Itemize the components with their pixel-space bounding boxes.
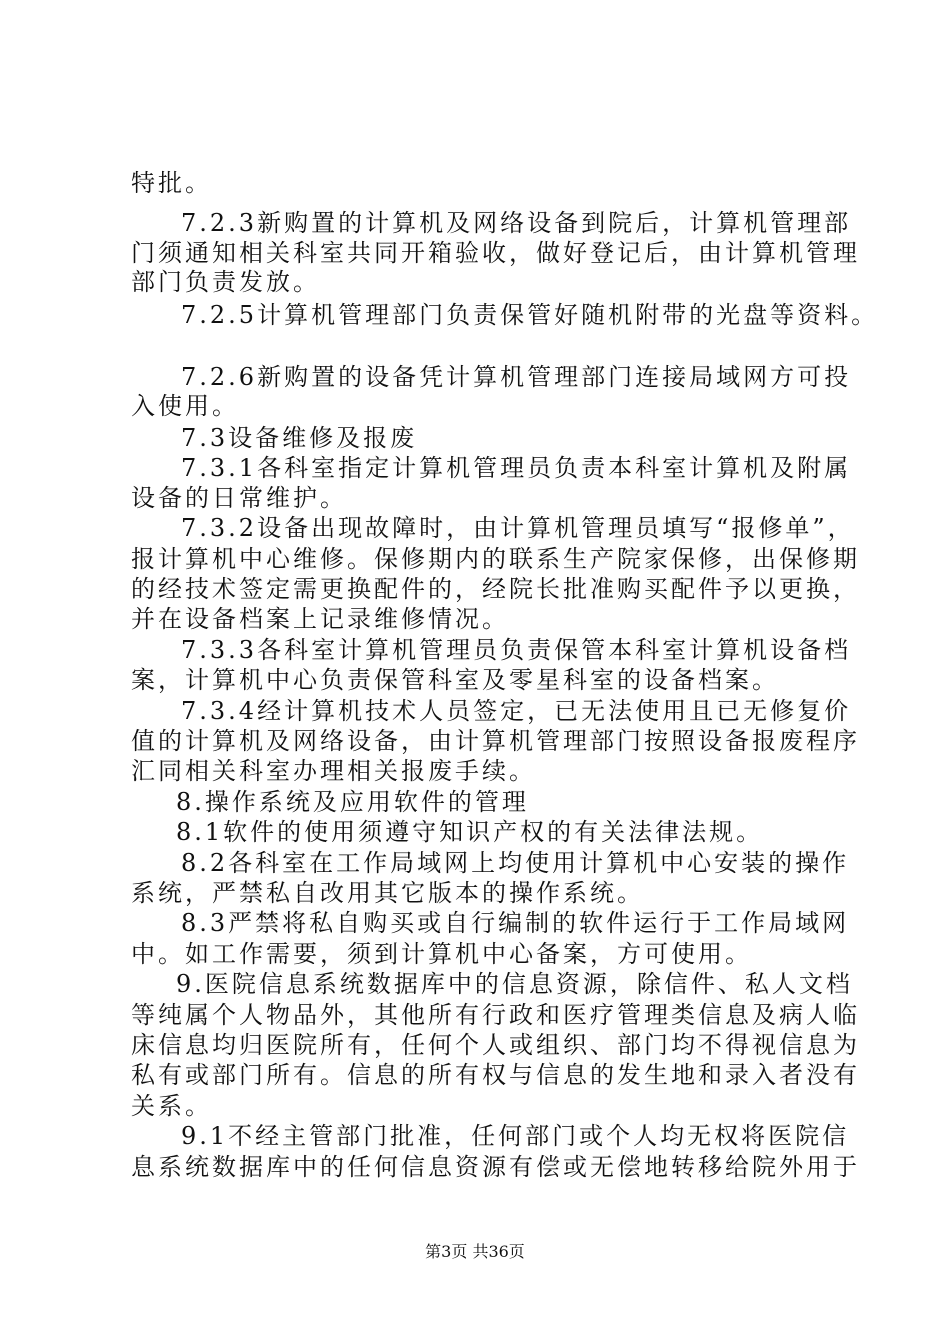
page-number-footer: 第3页 共36页	[425, 1242, 525, 1261]
text-line: 设备的日常维护。	[131, 484, 347, 512]
text-line: 关系。	[131, 1092, 212, 1120]
text-line: 部门负责发放。	[131, 268, 320, 296]
text-line: 中。如工作需要，须到计算机中心备案，方可使用。	[131, 940, 752, 968]
text-line: 8.1软件的使用须遵守知识产权的有关法律法规。	[176, 818, 764, 846]
text-line: 7.3.1各科室指定计算机管理员负责本科室计算机及附属	[181, 454, 852, 482]
text-line: 汇同相关科室办理相关报废手续。	[131, 757, 536, 785]
text-line: 的经技术签定需更换配件的，经院长批准购买配件予以更换，	[131, 575, 860, 603]
text-line: 系统，严禁私自改用其它版本的操作系统。	[131, 879, 644, 907]
text-line: 案，计算机中心负责保管科室及零星科室的设备档案。	[131, 666, 779, 694]
text-line: 门须通知相关科室共同开箱验收，做好登记后，由计算机管理	[131, 239, 860, 267]
text-line: 值的计算机及网络设备，由计算机管理部门按照设备报废程序	[131, 727, 860, 755]
text-line: 9.医院信息系统数据库中的信息资源，除信件、私人文档	[176, 970, 853, 998]
text-line: 7.3.4经计算机技术人员签定，已无法使用且已无修复价	[181, 697, 852, 725]
text-line: 8.2各科室在工作局域网上均使用计算机中心安装的操作	[181, 849, 850, 877]
text-line: 床信息均归医院所有，任何个人或组织、部门均不得视信息为	[131, 1031, 860, 1059]
text-line: 并在设备档案上记录维修情况。	[131, 605, 509, 633]
text-line: 7.2.5计算机管理部门负责保管好随机附带的光盘等资料。	[181, 301, 879, 329]
text-line: 7.3.2设备出现故障时，由计算机管理员填写“报修单”，	[181, 514, 855, 542]
text-line: 8.3严禁将私自购买或自行编制的软件运行于工作局域网	[181, 909, 850, 937]
text-line: 8.操作系统及应用软件的管理	[176, 788, 529, 816]
text-line: 私有或部门所有。信息的所有权与信息的发生地和录入者没有	[131, 1061, 860, 1089]
text-line: 报计算机中心维修。保修期内的联系生产院家保修，出保修期	[131, 545, 860, 573]
text-line: 息系统数据库中的任何信息资源有偿或无偿地转移给院外用于	[131, 1153, 860, 1181]
text-line: 入使用。	[131, 392, 239, 420]
text-line: 7.3.3各科室计算机管理员负责保管本科室计算机设备档	[181, 636, 852, 664]
text-line: 7.2.3新购置的计算机及网络设备到院后，计算机管理部	[181, 209, 852, 237]
text-line: 等纯属个人物品外，其他所有行政和医疗管理类信息及病人临	[131, 1001, 860, 1029]
text-line: 7.2.6新购置的设备凭计算机管理部门连接局域网方可投	[181, 363, 852, 391]
text-line: 9.1不经主管部门批准，任何部门或个人均无权将医院信	[181, 1122, 850, 1150]
text-line: 7.3设备维修及报废	[181, 424, 418, 452]
text-line: 特批。	[131, 169, 212, 197]
